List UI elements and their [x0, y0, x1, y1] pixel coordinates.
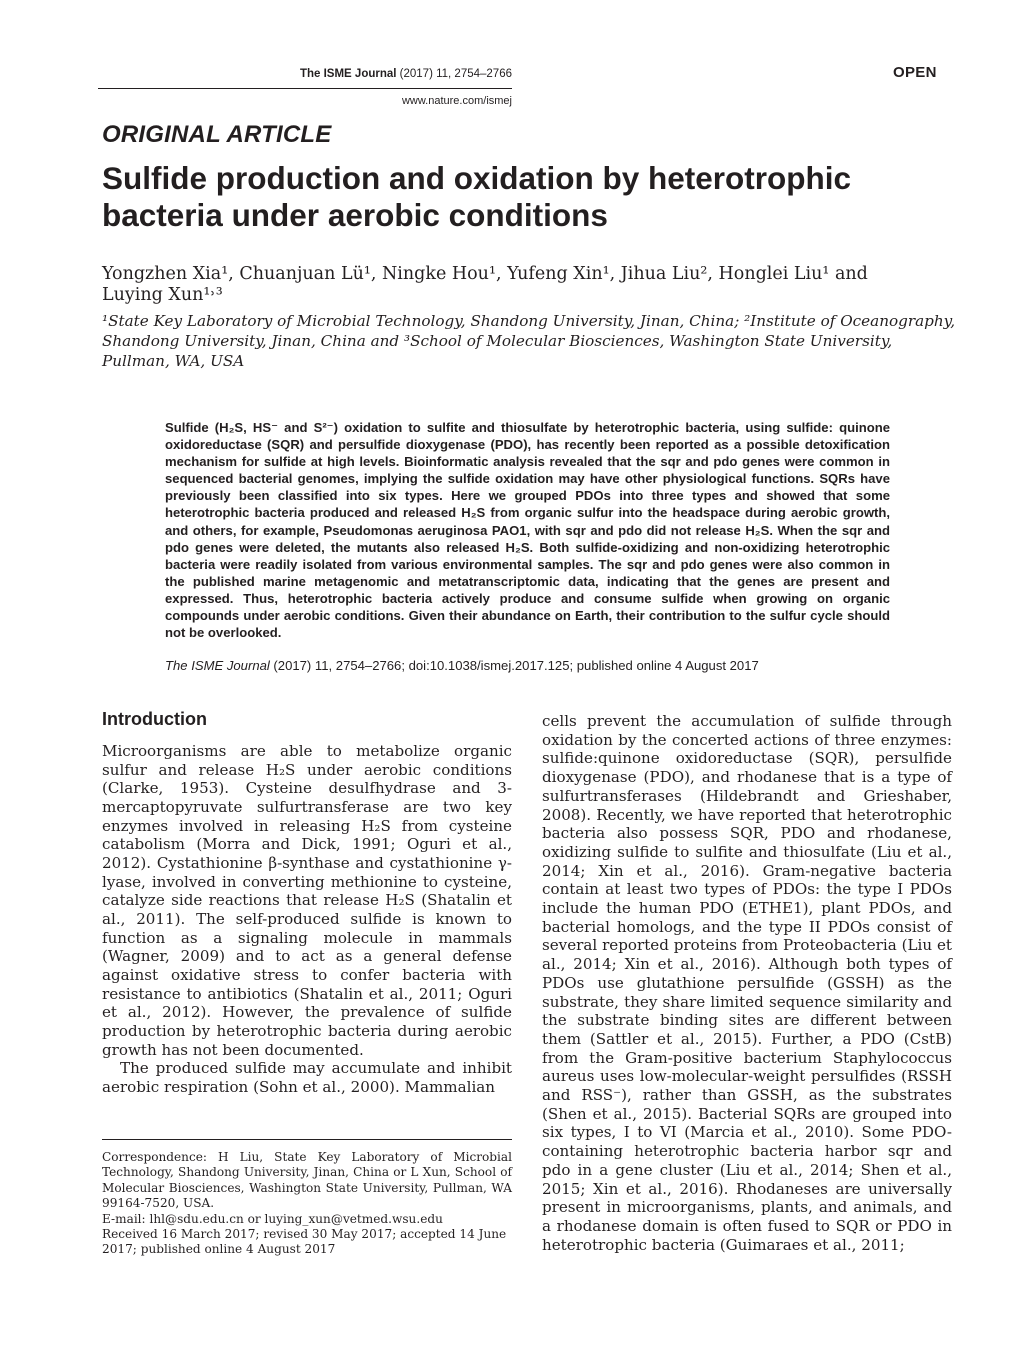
journal-name: The ISME Journal	[299, 68, 397, 80]
journal-volume-pages: (2017) 11, 2754–2766	[396, 68, 512, 80]
abstract-text: Sulfide (H₂S, HS⁻ and S²⁻) oxidation to sulfite and thiosulfate by heterotrophic bacteria, using sulfide: quinone oxidoreductase (SQR) and persulfide dioxygenase (PDO), has recently been reported as a possible detoxification mechanism for sulfide at high levels. Bioinformatic analysis revealed that the sqr and pdo genes were common in sequenced bacterial genomes, implying the sulfide oxidation may have other physiological functions. SQRs have previously been classified into six types. Here we grouped PDOs into three types and showed that some heterotrophic bacteria produced and released H₂S from organic sulfur into the headspace during aerobic growth, and others, for example, Pseudomonas aeruginosa PAO1, with sqr and pdo did not release H₂S. When the sqr and pdo genes were deleted, the mutants also released H₂S. Both sulfide-oxidizing and non-oxidizing heterotrophic bacteria were readily isolated from various environmental samples. The sqr and pdo genes were also common in the published marine metagenomic and metatranscriptomic data, indicating that the genes are present and expressed. Thus, heterotrophic bacteria actively produce and consume sulfide when growing on organic compounds under aerobic conditions. Given their abundance on Earth, their contribution to the sulfur cycle should not be overlooked.	[165, 420, 890, 641]
article-title: Sulfide production and oxidation by heterotrophic bacteria under aerobic conditions	[102, 160, 852, 233]
intro-paragraph-continued: cells prevent the accumulation of sulfide through oxidation by the concerted actions of three enzymes: sulfide:quinone oxidoreductase (SQR), persulfide dioxygenase (PDO), and rhodanese that is a type of sulfurtransferases (Hildebrandt and Grieshaber, 2008). Recently, we have reported that heterotrophic bacteria also possess SQR, PDO and rhodanese, oxidizing sulfide to sulfite and thiosulfate (Liu et al., 2014; Xin et al., 2016). Gram-negative bacteria contain at least two types of PDOs: the type I PDOs include the human PDO (ETHE1), plant PDOs, and bacterial homologs, and the type II PDOs consist of several reported proteins from Proteobacteria (Liu et al., 2014; Xin et al., 2016). Although both types of PDOs use glutathione persulfide (GSSH) as the substrate, they share limited sequence similarity and the substrate binding sites are different between them (Sattler et al., 2015). Further, a PDO (CstB) from the Gram-positive bacterium Staphylococcus aureus uses low-molecular-weight persulfides (RSSH and RSS⁻), rather than GSSH, as the substrates (Shen et al., 2015). Bacterial SQRs are grouped into six types, I to VI (Marcia et al., 2010). Some PDO-containing heterotrophic bacteria harbor sqr and pdo in a gene cluster (Liu et al., 2014; Shen et al., 2015; Xin et al., 2016). Rhodaneses are universally present in microorganisms, plants, and animals, and a rhodanese domain is often fused to SQR or PDO in heterotrophic bacteria (Guimaraes et al., 2011;	[542, 712, 952, 1254]
intro-paragraph-1: Microorganisms are able to metabolize organic sulfur and release H₂S under aerobic conditions (Clarke, 1953). Cysteine desulfhydrase and 3-mercaptopyruvate sulfurtransferase are two key enzymes involved in releasing H₂S from cysteine catabolism (Morra and Dick, 1991; Oguri et al., 2012). Cystathionine β-synthase and cystathionine γ-lyase, involved in converting methionine to cysteine, catalyze side reactions that release H₂S (Shatalin et al., 2011). The self-produced sulfide is known to function as a signaling molecule in mammals (Wagner, 2009) and to act as a general defense against oxidative stress to confer bacteria with resistance to antibiotics (Shatalin et al., 2011; Oguri et al., 2012). However, the prevalence of sulfide production by heterotrophic bacteria during aerobic growth has not been documented.	[102, 742, 512, 1059]
citation-journal: The ISME Journal	[165, 658, 270, 673]
journal-url-link[interactable]: www.nature.com/ismej	[401, 95, 512, 107]
header-rule	[98, 88, 512, 89]
correspondence-footnote	[102, 1150, 512, 1258]
article-type-label: ORIGINAL ARTICLE	[102, 121, 332, 148]
intro-paragraph-2: The produced sulfide may accumulate and inhibit aerobic respiration (Sohn et al., 2000). Mammalian	[102, 1059, 512, 1096]
journal-citation-header	[230, 68, 512, 80]
open-access-badge: OPEN	[893, 64, 937, 81]
right-column	[542, 712, 952, 1254]
article-dates: Received 16 March 2017; revised 30 May 2017; accepted 14 June 2017; published online 4 August 2017	[102, 1227, 507, 1257]
introduction-heading: Introduction	[102, 709, 207, 729]
correspondence-email[interactable]: E-mail: lhl@sdu.edu.cn or luying_xun@vetmed.wsu.edu	[102, 1211, 443, 1226]
footnote-rule	[102, 1139, 512, 1140]
left-column	[102, 742, 512, 1096]
citation-details: (2017) 11, 2754–2766; doi:10.1038/ismej.2017.125; published online 4 August 2017	[269, 658, 759, 673]
author-affiliations: ¹State Key Laboratory of Microbial Technology, Shandong University, Jinan, China; ²Institute of Oceanography, Shandong University, Jinan, China and ³School of Molecular Biosciences, Washington State University, Pullman, WA, USA	[102, 312, 956, 370]
author-list: Yongzhen Xia¹, Chuanjuan Lü¹, Ningke Hou¹, Yufeng Xin¹, Jihua Liu², Honglei Liu¹ and Luying Xun¹˒³	[102, 264, 868, 305]
correspondence-address: Correspondence: H Liu, State Key Laboratory of Microbial Technology, Shandong University, Jinan, China or L Xun, School of Molecular Biosciences, Washington State University, Pullman, WA 99164-7520, USA.	[102, 1150, 512, 1211]
abstract-citation	[165, 657, 890, 674]
